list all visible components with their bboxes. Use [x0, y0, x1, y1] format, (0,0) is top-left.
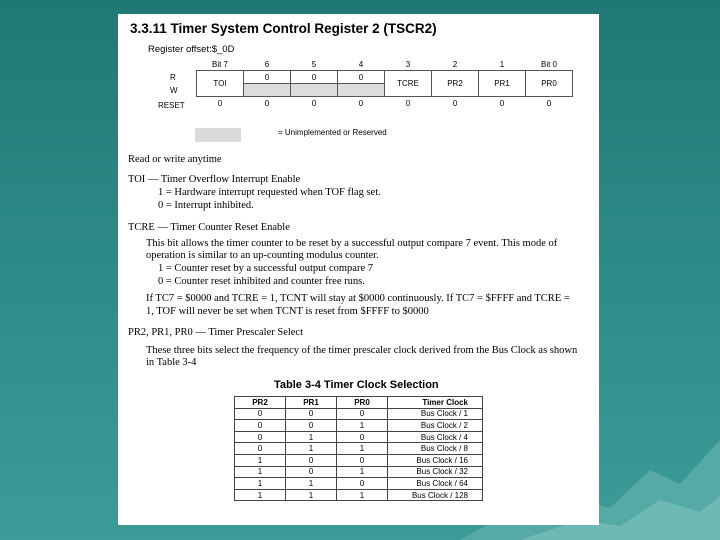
reset-value: 0 [405, 98, 411, 108]
col-header: PR0 [337, 397, 388, 409]
table-row [235, 489, 483, 501]
cell: 0 [235, 408, 286, 420]
cell: 1 [286, 489, 337, 501]
table-row [235, 466, 483, 478]
cell: Bus Clock / 4 [388, 431, 483, 443]
bit-header: 3 [405, 59, 411, 69]
table-row [235, 431, 483, 443]
row-label-reset: RESET [158, 101, 185, 110]
section-title: 3.3.11 Timer System Control Register 2 (TSCR2) [130, 21, 437, 36]
bit-header: 6 [264, 59, 270, 69]
tcre-desc-2: operation is similar to an up-counting modulus counter. [146, 250, 379, 261]
cell: 0 [235, 420, 286, 432]
bit-cell-toi: TOI [197, 71, 244, 97]
cell: 1 [337, 420, 388, 432]
cell: Bus Clock / 1 [388, 408, 483, 420]
tcre-note-2: 1, TOF will never be set when TCNT is reset from $FFFF to $0000 [146, 306, 429, 317]
reset-value: 0 [546, 98, 552, 108]
cell: 0 [235, 431, 286, 443]
register-table [196, 58, 573, 109]
table-row [235, 478, 483, 490]
bit-cell-pr1: PR1 [479, 71, 526, 97]
cell: 0 [235, 443, 286, 455]
bit-header: 5 [311, 59, 317, 69]
cell: 1 [286, 443, 337, 455]
toi-line-1: 1 = Hardware interrupt requested when TOF flag set. [158, 187, 381, 198]
cell: 1 [235, 489, 286, 501]
cell: Bus Clock / 64 [388, 478, 483, 490]
register-read-row [197, 71, 573, 84]
table-row [235, 454, 483, 466]
cell: 1 [235, 478, 286, 490]
clock-table-title: Table 3-4 Timer Clock Selection [274, 379, 439, 391]
table-row [235, 408, 483, 420]
reset-value: 0 [452, 98, 458, 108]
cell: 0 [337, 431, 388, 443]
bit-cell-pr0: PR0 [526, 71, 573, 97]
bit-cell: 0 [291, 71, 338, 84]
cell: 0 [286, 454, 337, 466]
reserved-cell [291, 84, 338, 97]
reset-value: 0 [217, 98, 223, 108]
cell: Bus Clock / 2 [388, 420, 483, 432]
legend-text: = Unimplemented or Reserved [278, 128, 387, 137]
col-header: PR1 [286, 397, 337, 409]
prescaler-desc-1: These three bits select the frequency of the timer prescaler clock derived from the Bus Clock as shown [146, 345, 578, 356]
row-label-write: W [170, 86, 178, 95]
cell: 1 [286, 431, 337, 443]
access-note: Read or write anytime [128, 154, 222, 165]
col-header: PR2 [235, 397, 286, 409]
cell: 1 [337, 489, 388, 501]
prescaler-heading: PR2, PR1, PR0 — Timer Prescaler Select [128, 327, 304, 338]
bit-header: 1 [499, 59, 505, 69]
cell: 0 [337, 408, 388, 420]
reset-value: 0 [358, 98, 364, 108]
col-header: Timer Clock [388, 397, 483, 409]
reserved-cell [338, 84, 385, 97]
cell: 1 [337, 466, 388, 478]
bit-header: Bit 0 [540, 59, 557, 69]
cell: 1 [235, 454, 286, 466]
register-offset: Register offset:$_0D [148, 44, 235, 55]
register-reset-row [197, 97, 573, 110]
prescaler-desc-2: in Table 3-4 [146, 357, 197, 368]
toi-line-2: 0 = Interrupt inhibited. [158, 200, 254, 211]
clock-table-header [235, 397, 483, 409]
tcre-note-1: If TC7 = $0000 and TCRE = 1, TCNT will stay at $0000 continuously. If TC7 = $FFFF and TCRE = [146, 293, 570, 304]
toi-heading: TOI — Timer Overflow Interrupt Enable [128, 174, 301, 185]
cell: 0 [286, 408, 337, 420]
bit-cell-pr2: PR2 [432, 71, 479, 97]
bit-header: 4 [358, 59, 364, 69]
legend-swatch [195, 128, 241, 142]
bit-header-row [197, 58, 573, 71]
bit-cell: 0 [338, 71, 385, 84]
reset-value: 0 [311, 98, 317, 108]
cell: 1 [337, 443, 388, 455]
cell: 1 [235, 466, 286, 478]
cell: Bus Clock / 32 [388, 466, 483, 478]
bit-header: Bit 7 [211, 59, 228, 69]
tcre-line-2: 0 = Counter reset inhibited and counter free runs. [158, 276, 365, 287]
reserved-cell [244, 84, 291, 97]
cell: 0 [337, 454, 388, 466]
cell: 1 [286, 478, 337, 490]
cell: 0 [286, 466, 337, 478]
cell: 0 [337, 478, 388, 490]
row-label-read: R [170, 73, 176, 82]
tcre-desc-1: This bit allows the timer counter to be reset by a successful output compare 7 event. This mode of [146, 238, 558, 249]
tcre-line-1: 1 = Counter reset by a successful output compare 7 [158, 263, 373, 274]
bit-cell: 0 [244, 71, 291, 84]
clock-table [234, 396, 483, 501]
cell: Bus Clock / 16 [388, 454, 483, 466]
cell: Bus Clock / 128 [388, 489, 483, 501]
document-slide [118, 14, 599, 525]
cell: 0 [286, 420, 337, 432]
table-row [235, 443, 483, 455]
table-row [235, 420, 483, 432]
bit-header: 2 [452, 59, 458, 69]
reset-value: 0 [499, 98, 505, 108]
cell: Bus Clock / 8 [388, 443, 483, 455]
tcre-heading: TCRE — Timer Counter Reset Enable [128, 222, 290, 233]
bit-cell-tcre: TCRE [385, 71, 432, 97]
reset-value: 0 [264, 98, 270, 108]
